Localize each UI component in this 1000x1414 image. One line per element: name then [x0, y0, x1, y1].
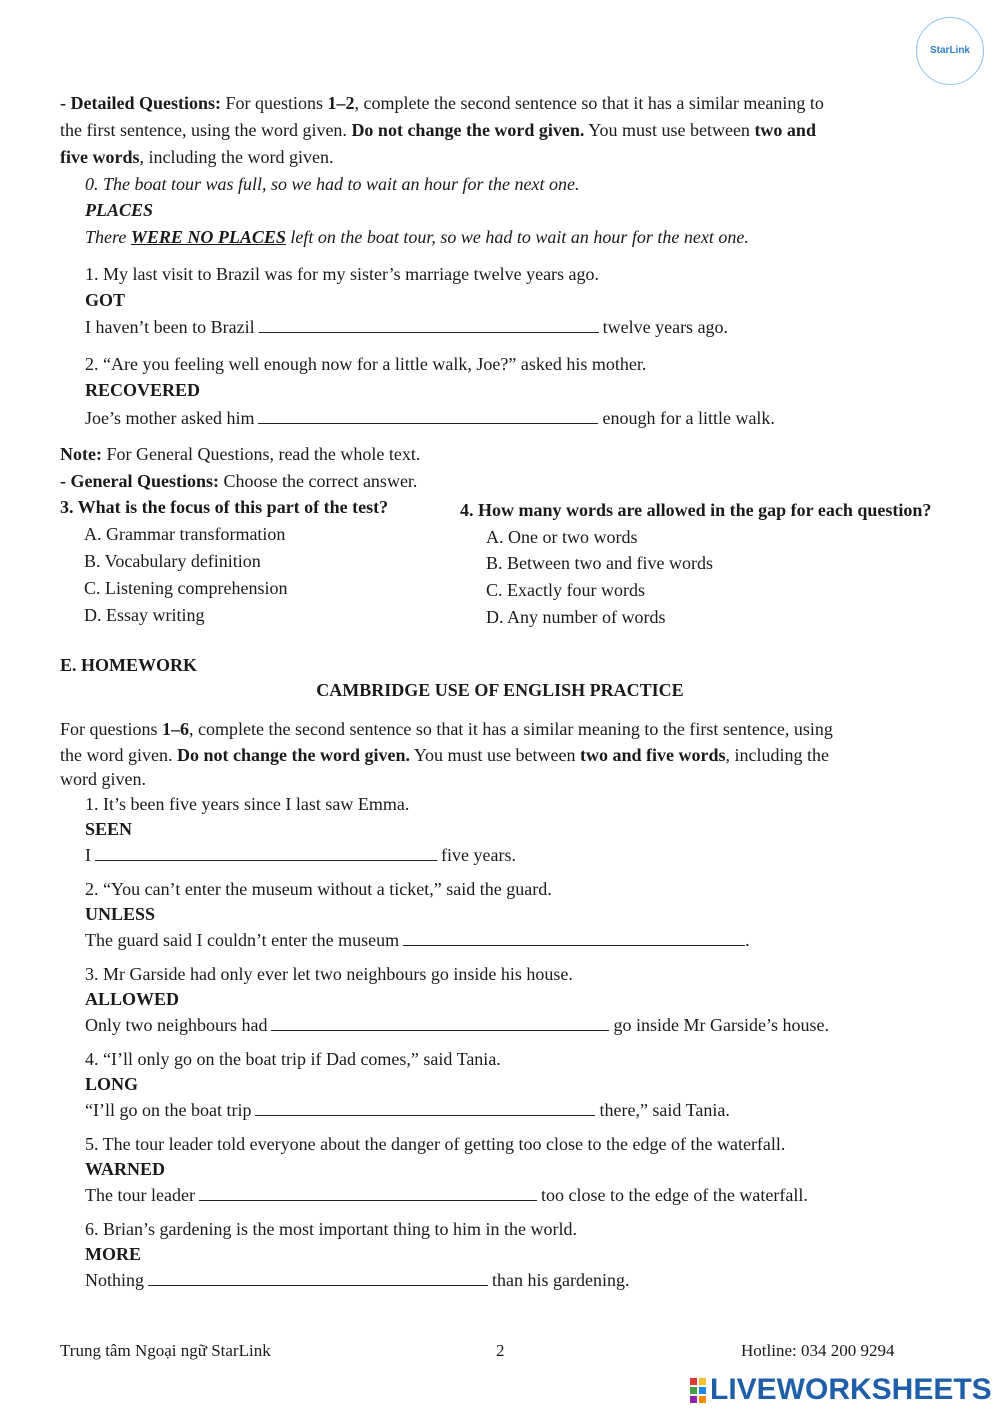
answer-gap-input[interactable]: [258, 407, 598, 424]
liveworksheets-watermark: [690, 1372, 990, 1408]
q3-option-b[interactable]: B. Vocabulary definition: [84, 551, 261, 571]
hw-q1-keyword: SEEN: [85, 819, 133, 839]
homework-intro-line2: the word given. Do not change the word given. You must use between two and five words, including the: [60, 745, 829, 765]
hw-q2-keyword: UNLESS: [85, 904, 156, 924]
detailed-q1-sentence: 1. My last visit to Brazil was for my sister’s marriage twelve years ago.: [85, 264, 600, 284]
logo-square: [690, 1396, 697, 1403]
answer-gap-input[interactable]: [259, 316, 599, 333]
logo-square: [699, 1387, 706, 1394]
answer-gap-input[interactable]: [271, 1014, 609, 1031]
q3-option-a[interactable]: A. Grammar transformation: [84, 524, 286, 544]
homework-heading: E. HOMEWORK: [60, 655, 198, 675]
q3-option-c[interactable]: C. Listening comprehension: [84, 578, 288, 598]
general-instruction: - General Questions: Choose the correct answer.: [60, 471, 418, 491]
example-keyword: PLACES: [85, 200, 154, 220]
answer-gap-input[interactable]: [95, 844, 437, 861]
hw-q3-keyword: ALLOWED: [85, 989, 180, 1009]
hw-q5-answer-line: The tour leader too close to the edge of the waterfall.: [85, 1185, 808, 1205]
detailed-intro-line3: five words, including the word given.: [60, 147, 334, 167]
homework-intro-line1: For questions 1–6, complete the second sentence so that it has a similar meaning to the first sentence, using: [60, 719, 833, 739]
detailed-q2-sentence: 2. “Are you feeling well enough now for a little walk, Joe?” asked his mother.: [85, 354, 647, 374]
hw-q4-keyword: LONG: [85, 1074, 139, 1094]
q4-option-c[interactable]: C. Exactly four words: [486, 580, 645, 600]
answer-gap-input[interactable]: [255, 1099, 595, 1116]
example-sentence: 0. The boat tour was full, so we had to wait an hour for the next one.: [85, 174, 580, 194]
hw-q6-answer-line: Nothing than his gardening.: [85, 1270, 630, 1290]
detailed-q2-answer-line: Joe’s mother asked him enough for a little walk.: [85, 408, 775, 428]
hw-q2-answer-line: The guard said I couldn’t enter the museum .: [85, 930, 750, 950]
example-answer: There WERE NO PLACES left on the boat tour, so we had to wait an hour for the next one.: [85, 227, 749, 247]
q3-option-d[interactable]: D. Essay writing: [84, 605, 205, 625]
detailed-q1-keyword: GOT: [85, 290, 126, 310]
logo-square: [690, 1387, 697, 1394]
answer-gap-input[interactable]: [148, 1269, 488, 1286]
page-number: 2: [496, 1341, 505, 1360]
logo-square: [699, 1378, 706, 1385]
homework-intro-line3: word given.: [60, 769, 146, 789]
q4-option-d[interactable]: D. Any number of words: [486, 607, 666, 627]
hw-q2-sentence: 2. “You can’t enter the museum without a ticket,” said the guard.: [85, 879, 552, 899]
hw-q4-answer-line: “I’ll go on the boat trip there,” said Tania.: [85, 1100, 730, 1120]
hw-q5-keyword: WARNED: [85, 1159, 166, 1179]
hw-q6-keyword: MORE: [85, 1244, 141, 1264]
hw-q3-answer-line: Only two neighbours had go inside Mr Garside’s house.: [85, 1015, 829, 1035]
hw-q4-sentence: 4. “I’ll only go on the boat trip if Dad comes,” said Tania.: [85, 1049, 501, 1069]
liveworksheets-text: LIVEWORKSHEETS: [710, 1373, 992, 1406]
footer-center-name: Trung tâm Ngoại ngữ StarLink: [60, 1341, 271, 1360]
hw-q3-sentence: 3. Mr Garside had only ever let two neighbours go inside his house.: [85, 964, 573, 984]
footer-hotline: Hotline: 034 200 9294: [741, 1341, 895, 1360]
general-q4-question: 4. How many words are allowed in the gap for each question?: [460, 500, 932, 520]
q4-option-b[interactable]: B. Between two and five words: [486, 553, 713, 573]
logo-square: [699, 1396, 706, 1403]
hw-q1-sentence: 1. It’s been five years since I last saw Emma.: [85, 794, 410, 814]
answer-gap-input[interactable]: [403, 929, 745, 946]
general-q3-question: 3. What is the focus of this part of the test?: [60, 497, 389, 517]
hw-q5-sentence: 5. The tour leader told everyone about the danger of getting too close to the edge of the waterfall.: [85, 1134, 786, 1154]
starlink-logo: StarLink: [916, 17, 984, 85]
liveworksheets-logo-icon: [690, 1378, 706, 1403]
answer-gap-input[interactable]: [199, 1184, 537, 1201]
detailed-q1-answer-line: I haven’t been to Brazil twelve years ago.: [85, 317, 729, 337]
general-note: Note: For General Questions, read the whole text.: [60, 444, 421, 464]
hw-q1-answer-line: I five years.: [85, 845, 516, 865]
example-answer-fill: WERE NO PLACES: [130, 227, 286, 247]
logo-square: [690, 1378, 697, 1385]
detailed-q2-keyword: RECOVERED: [85, 380, 201, 400]
hw-q6-sentence: 6. Brian’s gardening is the most important thing to him in the world.: [85, 1219, 577, 1239]
detailed-intro-line1: - Detailed Questions: For questions 1–2, complete the second sentence so that it has a similar meaning to: [60, 93, 824, 113]
q4-option-a[interactable]: A. One or two words: [486, 527, 638, 547]
homework-title: CAMBRIDGE USE OF ENGLISH PRACTICE: [316, 680, 684, 700]
detailed-intro-line2: the first sentence, using the word given. Do not change the word given. You must use between two and: [60, 120, 816, 140]
